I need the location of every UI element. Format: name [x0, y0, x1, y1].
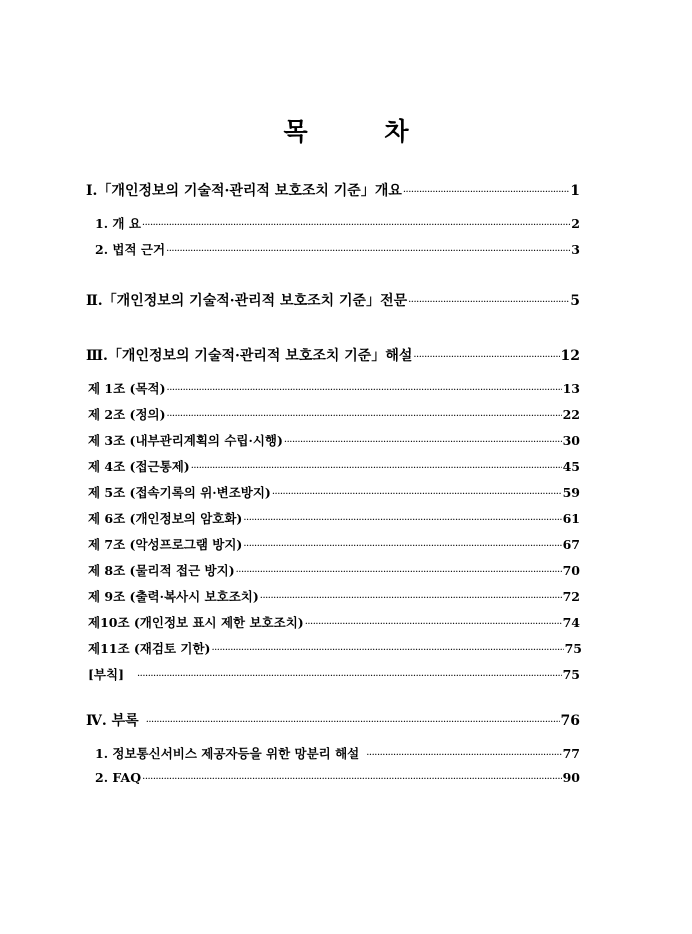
toc-item[interactable]	[88, 535, 580, 553]
leader-dots	[167, 385, 562, 396]
toc-item-label: 제 5조 (접속기록의 위·변조방지)	[88, 485, 271, 500]
leader-dots	[142, 220, 570, 231]
toc-page-number: 12	[560, 348, 580, 364]
toc-title: 목 차	[283, 117, 443, 146]
toc-item-label: 제11조 (재검토 기한)	[88, 641, 211, 656]
toc-item-label: 제 4조 (접근통제)	[88, 459, 190, 474]
toc-page-number: 70	[562, 563, 580, 578]
toc-item[interactable]	[88, 561, 580, 579]
toc-item[interactable]	[95, 744, 580, 762]
toc-page-number: 74	[562, 615, 580, 630]
toc-item[interactable]	[88, 379, 580, 397]
toc-page-number: 90	[562, 770, 580, 785]
toc-page-number: 3	[571, 242, 580, 257]
toc-item[interactable]	[88, 613, 580, 631]
leader-dots	[284, 437, 562, 448]
leader-dots	[142, 774, 561, 785]
toc-item-label: 2. FAQ	[95, 770, 142, 785]
toc-item-label: 2. 법적 근거	[95, 242, 166, 257]
leader-dots	[167, 411, 562, 422]
toc-item-label: 제 2조 (정의)	[88, 407, 166, 422]
toc-page-number: 45	[562, 459, 580, 474]
leader-dots	[243, 541, 561, 552]
toc-page-number: 72	[562, 589, 580, 604]
leader-dots	[211, 645, 563, 656]
toc-page-number: 77	[562, 746, 580, 761]
toc-section-2[interactable]	[86, 290, 580, 310]
toc-section-4[interactable]	[86, 710, 580, 730]
leader-dots	[413, 352, 559, 363]
toc-item[interactable]	[88, 483, 580, 501]
toc-section-label: Ⅳ. 부록	[86, 713, 139, 729]
leader-dots	[137, 671, 562, 682]
toc-item[interactable]	[95, 214, 580, 232]
toc-page-number: 22	[562, 407, 580, 422]
toc-page-number: 13	[562, 381, 580, 396]
toc-item-label: 제 8조 (물리적 접근 방지)	[88, 563, 235, 578]
leader-dots	[191, 463, 562, 474]
toc-item-label: 제 7조 (악성프로그램 방지)	[88, 537, 243, 552]
leader-dots	[236, 567, 562, 578]
toc-page-number: 30	[562, 433, 580, 448]
leader-dots	[305, 619, 562, 630]
toc-page-number: 76	[560, 713, 580, 729]
toc-item[interactable]	[95, 240, 580, 258]
leader-dots	[366, 750, 561, 761]
toc-page-number: 67	[562, 537, 580, 552]
leader-dots	[260, 593, 562, 604]
leader-dots	[272, 489, 562, 500]
toc-item[interactable]	[88, 509, 580, 527]
leader-dots	[408, 297, 569, 308]
toc-item-label: 제 9조 (출력·복사시 보호조치)	[88, 589, 259, 604]
toc-page-number: 2	[571, 216, 580, 231]
toc-page-number: 75	[564, 641, 582, 656]
toc-item[interactable]	[95, 770, 580, 785]
toc-item-label: 1. 정보통신서비스 제공자등을 위한 망분리 해설	[95, 746, 360, 761]
toc-page-number: 75	[562, 667, 580, 682]
toc-item[interactable]	[88, 431, 580, 449]
toc-item-label: 제 6조 (개인정보의 암호화)	[88, 511, 243, 526]
toc-section-label: Ⅲ.「개인정보의 기술적·관리적 보호조치 기준」해설	[86, 348, 413, 364]
toc-page-number: 59	[562, 485, 580, 500]
toc-item[interactable]	[88, 405, 580, 423]
toc-item[interactable]	[88, 587, 580, 605]
toc-item-label: 제 1조 (목적)	[88, 381, 166, 396]
toc-item[interactable]	[88, 639, 582, 657]
leader-dots	[243, 515, 561, 526]
toc-page-number: 61	[562, 511, 580, 526]
toc-item-label: 제 3조 (내부관리계획의 수립·시행)	[88, 433, 283, 448]
leader-dots	[166, 246, 570, 257]
toc-section-label: Ⅰ.「개인정보의 기술적·관리적 보호조치 기준」개요	[86, 183, 402, 199]
toc-item-label: [부칙]	[88, 667, 124, 682]
toc-section-1[interactable]	[86, 180, 580, 200]
leader-dots	[403, 187, 569, 198]
toc-section-3[interactable]	[86, 345, 580, 365]
toc-item[interactable]	[88, 665, 580, 683]
leader-dots	[146, 717, 560, 728]
toc-page-number: 5	[570, 293, 580, 309]
toc-section-label: Ⅱ.「개인정보의 기술적·관리적 보호조치 기준」전문	[86, 293, 408, 309]
toc-page-number: 1	[570, 183, 580, 199]
toc-item[interactable]	[88, 457, 580, 475]
toc-item-label: 1. 개 요	[95, 216, 141, 231]
toc-item-label: 제10조 (개인정보 표시 제한 보호조치)	[88, 615, 304, 630]
